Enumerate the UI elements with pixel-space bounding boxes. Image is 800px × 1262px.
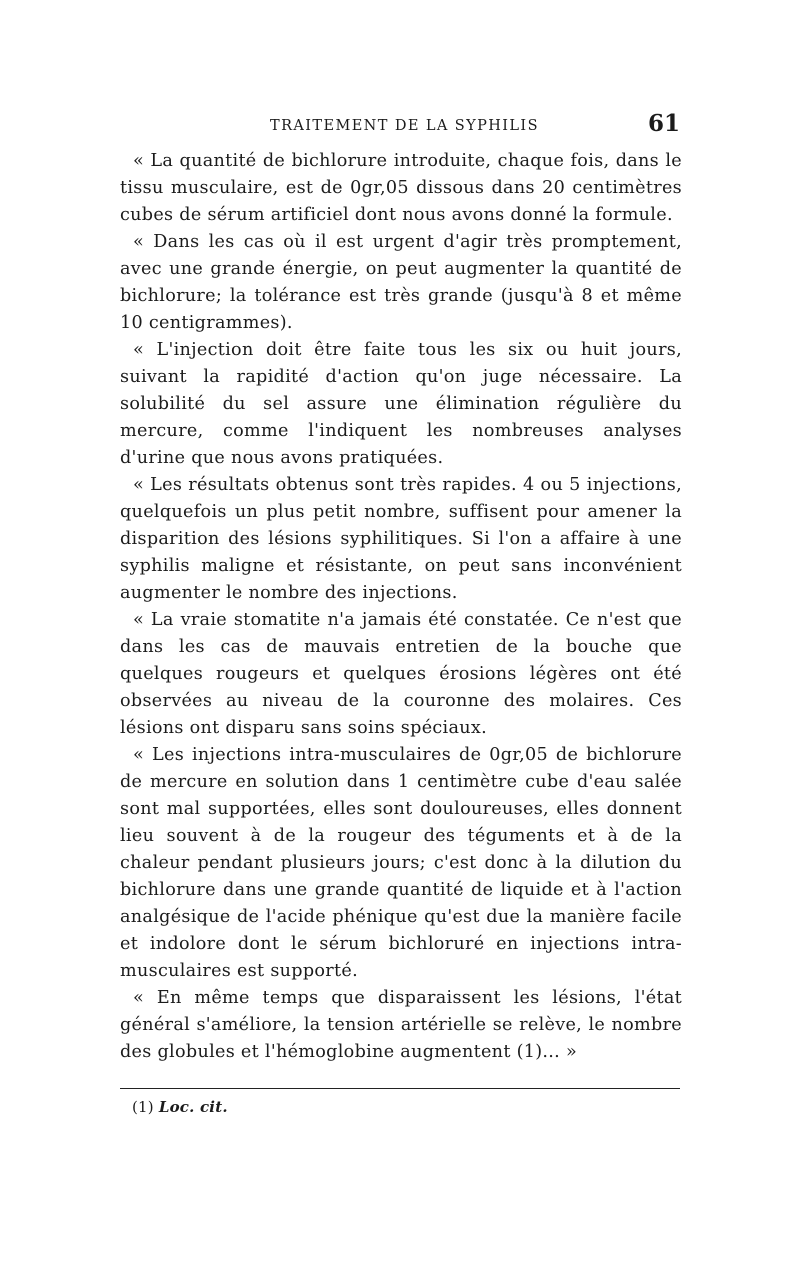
- paragraph: « L'injection doit être faite tous les six ou huit jours, suivant la rapidité d'action qu'on juge nécessaire. La solubilité du sel assure une élimination régulière du mercure, comme l'indiquent les nombreuses analyses d'urine que nous avons pratiquées.: [120, 340, 682, 468]
- paragraph: « Dans les cas où il est urgent d'agir très promptement, avec une grande énergie, on peut augmenter la quantité de bichlorure; la tolérance est très grande (jusqu'à 8 et même 10 centigrammes).: [120, 232, 682, 333]
- body-text: [120, 148, 682, 1066]
- footnote: [120, 1098, 682, 1116]
- paragraph: « Les injections intra-musculaires de 0gr,05 de bichlorure de mercure en solution dans 1 centimètre cube d'eau salée sont mal supportées, elles sont douloureuses, elles donnent lieu souvent à de la rougeur des téguments et à de la chaleur pendant plusieurs jours; c'est donc à la dilution du bichlorure dans une grande quantité de liquide et à l'action analgésique de l'acide phénique qu'est due la manière facile et indolore dont le sérum bichloruré en injections intra-musculaires est supporté.: [120, 745, 682, 981]
- footnote-divider: [120, 1088, 680, 1089]
- paragraph: « La vraie stomatite n'a jamais été constatée. Ce n'est que dans les cas de mauvais entretien de la bouche que quelques rougeurs et quelques érosions légères ont été observées au niveau de la couronne des molaires. Ces lésions ont disparu sans soins spéciaux.: [120, 610, 682, 738]
- footnote-reference: Loc. cit.: [158, 1098, 228, 1116]
- running-title: TRAITEMENT DE LA SYPHILIS: [270, 118, 539, 134]
- footnote-marker: (1): [132, 1098, 154, 1116]
- running-head: [120, 108, 682, 148]
- paragraph: « Les résultats obtenus sont très rapides. 4 ou 5 injections, quelquefois un plus petit nombre, suffisent pour amener la disparition des lésions syphilitiques. Si l'on a affaire à une syphilis maligne et résistante, on peut sans inconvénient augmenter le nombre des injections.: [120, 475, 682, 603]
- paragraph: « La quantité de bichlorure introduite, chaque fois, dans le tissu musculaire, est de 0gr,05 dissous dans 20 centimètres cubes de sérum artificiel dont nous avons donné la formule.: [120, 151, 682, 225]
- paragraph: « En même temps que disparaissent les lésions, l'état général s'améliore, la tension artérielle se relève, le nombre des globules et l'hémoglobine augmentent (1)... »: [120, 988, 682, 1062]
- book-page: [120, 108, 682, 1116]
- page-number: 61: [647, 110, 680, 137]
